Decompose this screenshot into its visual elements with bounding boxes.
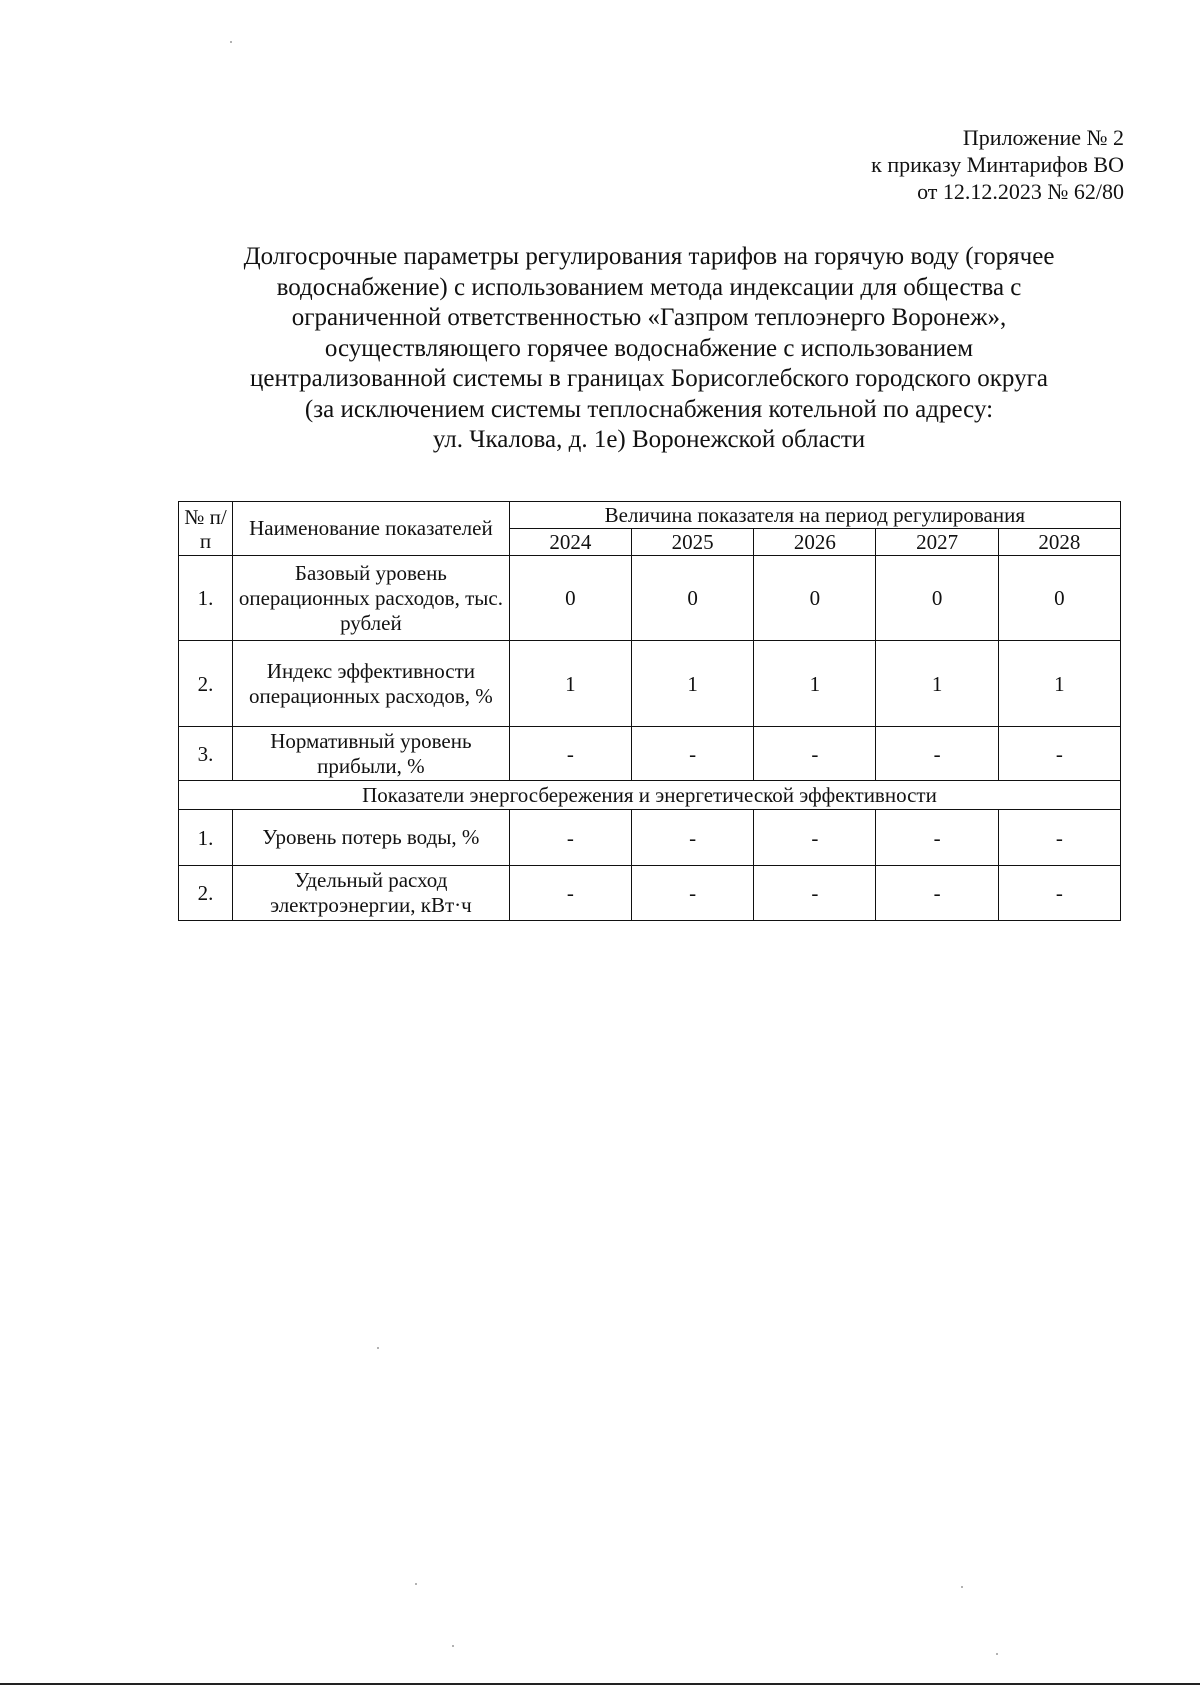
row-value: - xyxy=(998,866,1120,921)
scan-speck xyxy=(961,1586,963,1588)
header-no: № п/п xyxy=(179,502,233,556)
table-row xyxy=(179,810,1121,866)
appendix-reference xyxy=(871,124,1124,205)
title-line: ул. Чкалова, д. 1е) Воронежской области xyxy=(432,426,866,453)
row-value: - xyxy=(876,866,998,921)
table-row xyxy=(179,641,1121,727)
row-value: - xyxy=(631,866,753,921)
row-value: 0 xyxy=(754,556,876,641)
row-number: 2. xyxy=(179,866,233,921)
table-row xyxy=(179,556,1121,641)
row-name: Уровень потерь воды, % xyxy=(233,810,510,866)
row-value: 1 xyxy=(631,641,753,727)
scan-speck xyxy=(230,41,232,43)
header-name: Наименование показателей xyxy=(233,502,510,556)
title-line: водоснабжение) с использованием метода индексации для общества с xyxy=(276,273,1022,301)
title-line: централизованной системы в границах Борисоглебского городского округа xyxy=(250,365,1048,392)
scan-edge-line xyxy=(0,1683,1200,1685)
row-value: 1 xyxy=(998,641,1120,727)
table-row xyxy=(179,866,1121,921)
row-value: - xyxy=(509,727,631,781)
row-value: - xyxy=(998,810,1120,866)
scan-speck xyxy=(415,1583,417,1585)
row-value: - xyxy=(876,810,998,866)
row-number: 2. xyxy=(179,641,233,727)
row-number: 1. xyxy=(179,556,233,641)
row-name: Индекс эффективности операционных расходов, % xyxy=(233,641,510,727)
row-value: - xyxy=(754,810,876,866)
row-value: 0 xyxy=(876,556,998,641)
row-value: 1 xyxy=(509,641,631,727)
row-name: Базовый уровень операционных расходов, тыс. рублей xyxy=(233,556,510,641)
section-heading: Показатели энергосбережения и энергетической эффективности xyxy=(179,781,1121,810)
title-line: Долгосрочные параметры регулирования тарифов на горячую воду (горячее xyxy=(243,243,1055,270)
row-value: 1 xyxy=(876,641,998,727)
row-value: 0 xyxy=(631,556,753,641)
scan-speck xyxy=(377,1347,379,1349)
row-number: 3. xyxy=(179,727,233,781)
header-year: 2024 xyxy=(509,529,631,556)
row-value: 0 xyxy=(509,556,631,641)
scan-speck xyxy=(996,1653,998,1655)
row-value: - xyxy=(509,810,631,866)
row-value: 1 xyxy=(754,641,876,727)
row-value: - xyxy=(998,727,1120,781)
header-year: 2028 xyxy=(998,529,1120,556)
title-line: осуществляющего горячее водоснабжение с использованием xyxy=(324,334,974,362)
title-line: (за исключением системы теплоснабжения котельной по адресу: xyxy=(304,395,994,423)
table-header-row xyxy=(179,502,1121,529)
row-value: 0 xyxy=(998,556,1120,641)
document-title xyxy=(174,242,1124,456)
row-value: - xyxy=(509,866,631,921)
appendix-order: к приказу Минтарифов ВО xyxy=(871,152,1124,177)
row-number: 1. xyxy=(179,810,233,866)
row-name: Удельный расход электроэнергии, кВт·ч xyxy=(233,866,510,921)
row-value: - xyxy=(754,727,876,781)
header-period: Величина показателя на период регулирования xyxy=(509,502,1120,529)
row-name: Нормативный уровень прибыли, % xyxy=(233,727,510,781)
row-value: - xyxy=(631,727,753,781)
title-line: ограниченной ответственностью «Газпром теплоэнерго Воронеж», xyxy=(291,304,1007,331)
appendix-date: от 12.12.2023 № 62/80 xyxy=(917,179,1124,204)
scan-speck xyxy=(452,1645,454,1647)
table-row xyxy=(179,727,1121,781)
header-year: 2027 xyxy=(876,529,998,556)
header-year: 2026 xyxy=(754,529,876,556)
row-value: - xyxy=(631,810,753,866)
appendix-number: Приложение № 2 xyxy=(962,125,1124,150)
parameters-table xyxy=(178,501,1121,921)
row-value: - xyxy=(754,866,876,921)
section-row xyxy=(179,781,1121,810)
header-year: 2025 xyxy=(631,529,753,556)
row-value: - xyxy=(876,727,998,781)
